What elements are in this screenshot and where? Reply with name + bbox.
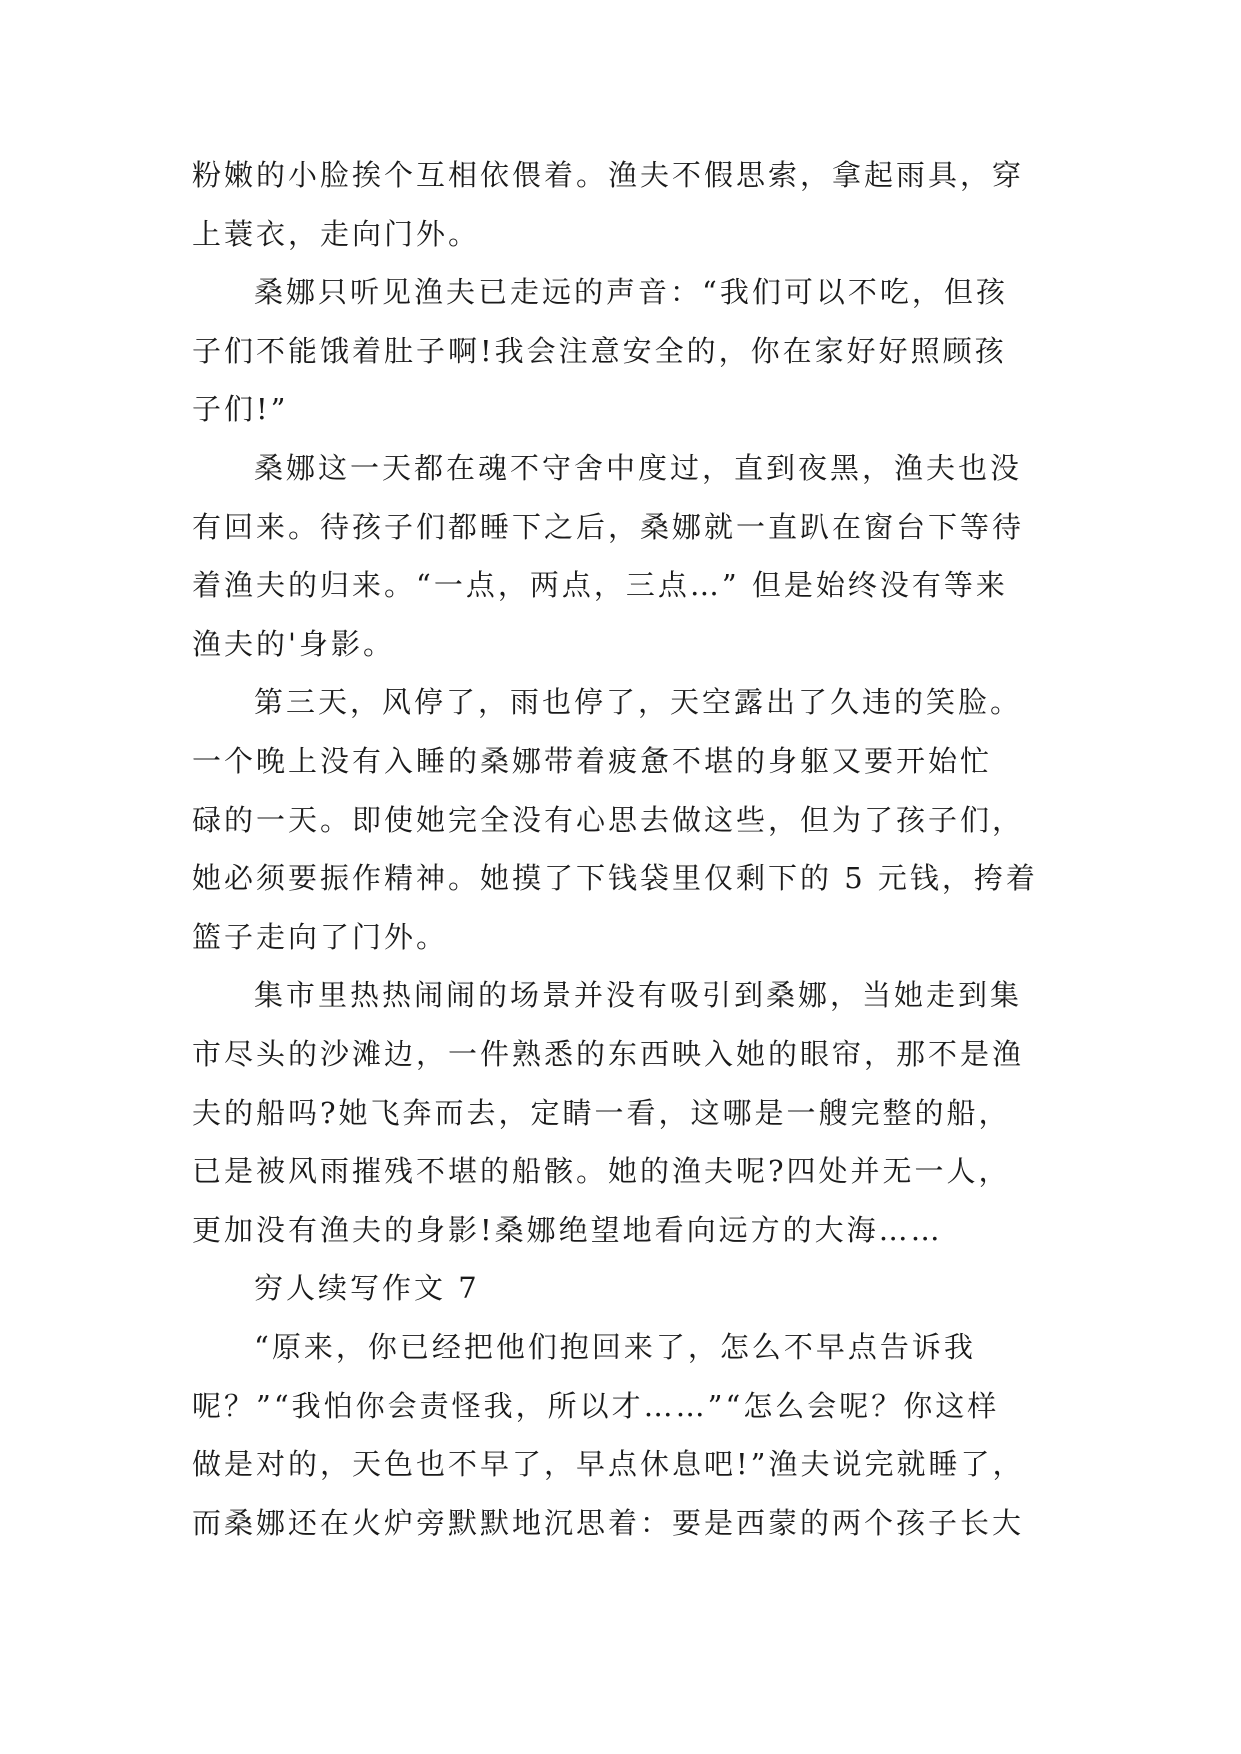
text-line: 夫的船吗?她飞奔而去，定睛一看，这哪是一艘完整的船， xyxy=(192,1096,1011,1130)
text-line: 而桑娜还在火炉旁默默地沉思着：要是西蒙的两个孩子长大 xyxy=(192,1506,1025,1540)
text-line: 子们!” xyxy=(192,392,289,426)
text-line: 她必须要振作精神。她摸了下钱袋里仅剩下的 5 元钱，挎着 xyxy=(192,861,1038,895)
text-line: 着渔夫的归来。“一点，两点，三点…” 但是始终没有等来 xyxy=(192,568,1008,602)
text-line: 做是对的，天色也不早了，早点休息吧!”渔夫说完就睡了， xyxy=(192,1447,1025,1481)
text-line: 上蓑衣，走向门外。 xyxy=(192,217,481,251)
text-line: 市尽头的沙滩边，一件熟悉的东西映入她的眼帘，那不是渔 xyxy=(192,1037,1025,1071)
text-line: 碌的一天。即使她完全没有心思去做这些，但为了孩子们， xyxy=(192,803,1025,837)
section-heading: 穷人续写作文 7 xyxy=(254,1271,480,1305)
paragraph-start-line: 第三天，风停了，雨也停了，天空露出了久违的笑脸。 xyxy=(254,685,1023,719)
text-line: 渔夫的'身影。 xyxy=(192,627,395,661)
text-line: 粉嫩的小脸挨个互相依偎着。渔夫不假思索，拿起雨具，穿 xyxy=(192,158,1025,192)
text-line: 一个晚上没有入睡的桑娜带着疲惫不堪的身躯又要开始忙 xyxy=(192,744,993,778)
paragraph-start-line: “原来，你已经把他们抱回来了，怎么不早点告诉我 xyxy=(254,1330,976,1364)
paragraph-start-line: 桑娜只听见渔夫已走远的声音：“我们可以不吃，但孩 xyxy=(254,275,1008,309)
text-line: 已是被风雨摧残不堪的船骸。她的渔夫呢?四处并无一人， xyxy=(192,1154,1011,1188)
text-line: 有回来。待孩子们都睡下之后，桑娜就一直趴在窗台下等待 xyxy=(192,510,1025,544)
text-line: 子们不能饿着肚子啊!我会注意安全的，你在家好好照顾孩 xyxy=(192,334,1007,368)
paragraph-start-line: 桑娜这一天都在魂不守舍中度过，直到夜黑，渔夫也没 xyxy=(254,451,1023,485)
text-line: 更加没有渔夫的身影!桑娜绝望地看向远方的大海…… xyxy=(192,1213,943,1247)
text-line: 呢？”“我怕你会责怪我，所以才……”“怎么会呢？你这样 xyxy=(192,1389,1000,1423)
text-line: 篮子走向了门外。 xyxy=(192,920,449,954)
paragraph-start-line: 集市里热热闹闹的场景并没有吸引到桑娜，当她走到集 xyxy=(254,978,1023,1012)
